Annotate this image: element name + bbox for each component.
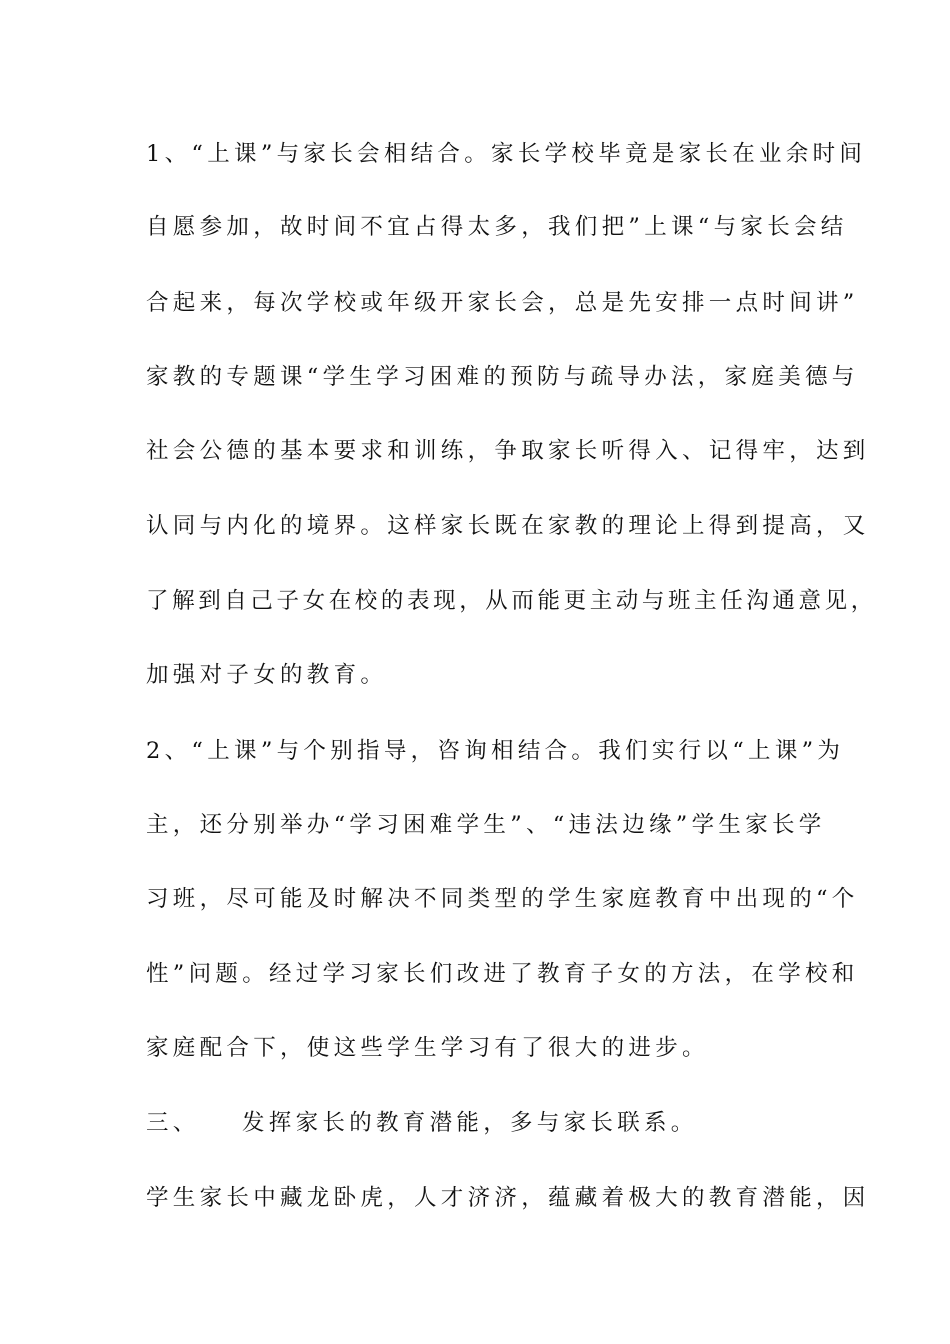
paragraph-line: 主，还分别举办“学习困难学生”、“违法边缘”学生家长学	[146, 812, 826, 838]
paragraph-line: 社会公德的基本要求和训练，争取家长听得入、记得牢，达到	[146, 438, 870, 464]
paragraph-line: 家教的专题课“学生学习困难的预防与疏导办法，家庭美德与	[146, 364, 859, 390]
paragraph-line: 性”问题。经过学习家长们改进了教育子女的方法，在学校和	[146, 961, 859, 987]
paragraph-line: 加强对子女的教育。	[146, 662, 388, 688]
section-number: 三、	[146, 1110, 200, 1136]
section-title: 发挥家长的教育潜能，多与家长联系。	[242, 1110, 698, 1136]
paragraph-line: 了解到自己子女在校的表现，从而能更主动与班主任沟通意见，	[146, 588, 877, 614]
paragraph-line: 自愿参加，故时间不宜占得太多，我们把”上课“与家长会结	[146, 214, 848, 240]
paragraph-line: 2、“上课”与个别指导，咨询相结合。我们实行以“上课”为	[146, 738, 845, 764]
section-heading	[146, 1108, 826, 1138]
paragraph-line: 学生家长中藏龙卧虎，人才济济，蕴藏着极大的教育潜能，因	[146, 1185, 870, 1211]
paragraph-line: 合起来，每次学校或年级开家长会，总是先安排一点时间讲”	[146, 290, 859, 316]
paragraph-line: 家庭配合下，使这些学生学习有了很大的进步。	[146, 1035, 709, 1061]
paragraph-line: 认同与内化的境界。这样家长既在家教的理论上得到提高，又	[146, 513, 870, 539]
paragraph-line: 习班，尽可能及时解决不同类型的学生家庭教育中出现的“个	[146, 886, 859, 912]
paragraph-line: 1、“上课”与家长会相结合。家长学校毕竟是家长在业余时间	[146, 141, 867, 167]
